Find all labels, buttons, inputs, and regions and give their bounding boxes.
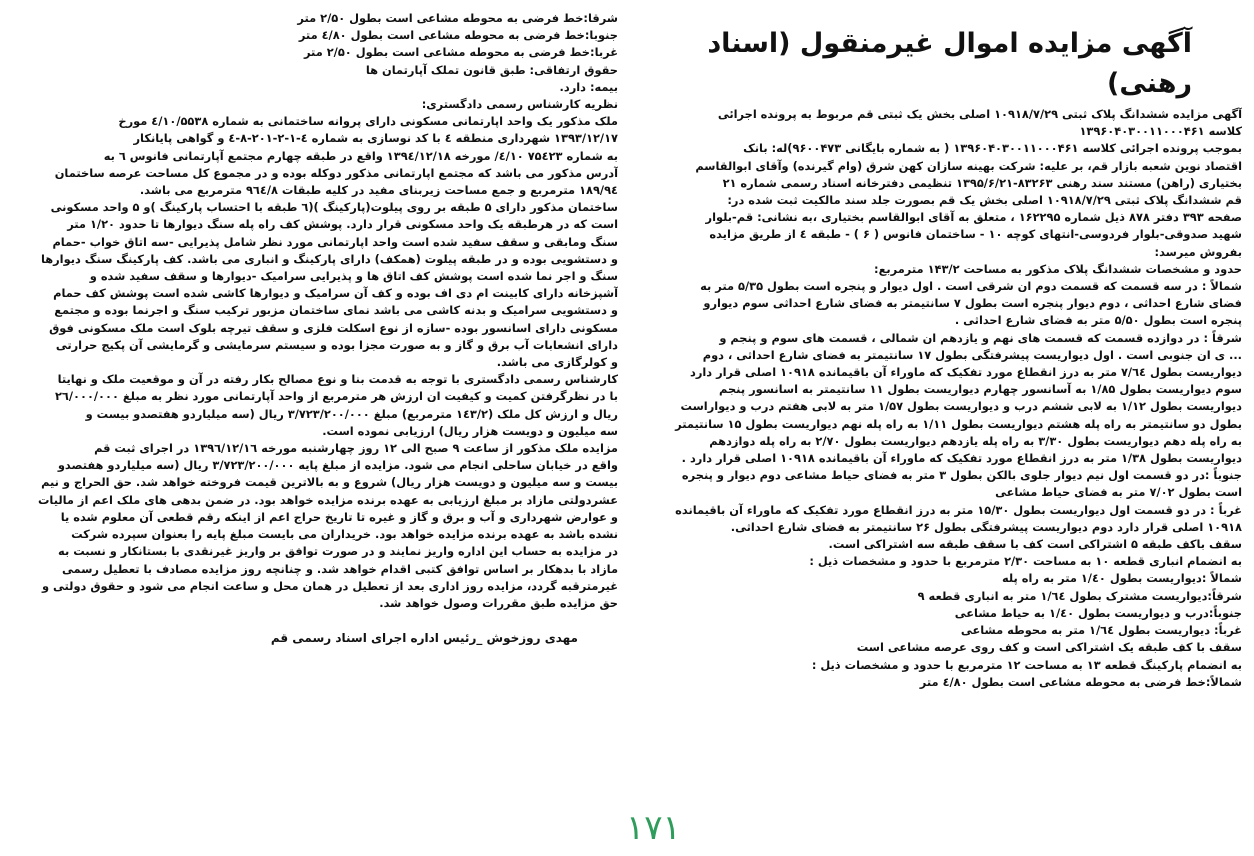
- text-line: غرباً: دیواریست بطول ۱/٦٤ متر به محوطه مشاعی: [960, 623, 1242, 638]
- text-line: بفروش میرسد:: [1154, 244, 1242, 259]
- text-line: در مزایده به حساب این اداره واریز نمایند و در صورت توافق بر واریز غیرنقدی با بستانکار و نسبت به: [58, 544, 618, 559]
- text-line: شرقاً : در دوازده قسمت که قسمت های نهم و یازدهم ان شمالی ، قسمت های سوم و پنجم و: [719, 330, 1242, 345]
- text-line: و کولرگازی می باشد.: [496, 355, 618, 370]
- text-line: بیست و سه میلیون و دویست هزار ریال) شروع و به بالاترین قیمت فروخته خواهد شد. حق الحراج و نیم: [41, 475, 618, 490]
- text-line: سقف با کف طبقه یک اشتراکی است و کف روی عرصه مشاعی است: [856, 640, 1242, 655]
- text-line: ساختمان مذکور دارای ۵ طبقه بر روی پیلوت(پارکینگ )(٦ طبقه با احتساب پارکینگ )و ۵ واحد مسکونی: [50, 200, 618, 215]
- text-line: ۱۸۹/۹٤ مترمربع و جمع مساحت زیربنای مفید در کلیه طبقات ۹٦٤/۸ مترمربع می باشد.: [139, 183, 618, 198]
- text-line: شرقا:خط فرضی به محوطه مشاعی است بطول ۲/۵۰ متر: [297, 11, 618, 25]
- text-line: صفحه ۳۹۳ دفتر ۸۷۸ ذیل شماره ۱۶۲۲۹۵ ، متعلق به آقای ابوالقاسم بختیاری ،به نشانی: قم-بلوار: [705, 210, 1242, 225]
- text-line: دارای انشعابات آب برق و گاز و به صورت مجزا بوده و سیستم سرمایشی و گرمایشی آن پکیج حرارتی: [55, 337, 618, 352]
- text-line: مزایده ملک مذکور از ساعت ۹ صبح الی ۱۲ روز چهارشنبه مورخه ۱۳۹٦/۱۲/۱٦ در اجرای ثبت قم: [94, 441, 618, 456]
- text-line: قم ششدانگ پلاک ثبتی ۱۰۹۱۸/۷/۲۹ اصلی بخش یک قم بصورت جلد سند مالکیت ثبت شده در:: [727, 193, 1242, 208]
- text-line: نشده باشد به عهده برنده مزایده خواهد بود. خریداران می بایست مبلغ پایه را بعنوان سپرده شرکت: [71, 527, 618, 542]
- text-line: دیواریست بطول ۱/۱۲ به لابی ششم درب و دیواریست بطول ۱/۵۷ متر به لابی هفتم درب و دیواراست: [680, 399, 1242, 414]
- text-line: کلاسه ۱۳۹۶۰۴۰۳۰۰۱۱۰۰۰۴۶۱: [1079, 124, 1242, 139]
- text-line: به انضمام پارکینگ قطعه ۱۳ به مساحت ۱۲ مترمربع با حدود و مشخصات ذیل :: [811, 657, 1242, 672]
- text-line: عشردولتی مازاد بر مبلغ ارزیابی به عهده برنده مزایده خواهد بود. در ضمن بدهی های ملک اعم از مالیات: [37, 492, 618, 507]
- text-line: شهید صدوقی-بلوار فردوسی-انتهای کوچه ۱۰ - ساختمان فانوس ( ۶ ) - طبقه ٤ از طریق مزایده: [709, 227, 1242, 242]
- text-line: غیرمترقبه گردد، مزایده روز اداری بعد از تعطیل در همان محل و ساعت انجام می شود و حقوق دولتی و: [41, 578, 618, 593]
- text-line: غرباً : در دو قسمت اول دیواریست بطول ۱۵/۳۰ متر به درز انقطاع مورد تفکیک که ماوراء آن باقیمانده: [675, 502, 1242, 517]
- text-line: ریال و ارزش کل ملک (۱٤۳/۲ مترمربع) مبلغ ۳/۷۲۳/۲۰۰/۰۰۰ ریال (سه میلیاردو هفتصدو بیست و: [85, 406, 618, 421]
- text-line: و دستشویی بوده و در طبقه پیلوت (همکف) دارای پارکینگ و انباری می باشد. کف پارکینگ سنگ دیوارها: [40, 251, 618, 266]
- text-line: سنگ و اجر نما شده است پوشش کف اتاق ها و پذیرایی سرامیک -دیوارها و سقف سفید شده و: [89, 269, 618, 284]
- text-line: دیواریست بطول ۱/۳۸ متر به درز انقطاع مورد تفکیک که ماوراء آن باقیمانده ۱۰۹۱۸ اصلی قرار دارد .: [681, 451, 1242, 466]
- text-line: است بطول ۷/۰۲ متر به فضای حیاط مشاعی: [995, 485, 1242, 500]
- text-line: ملک مذکور یک واحد اپارتمانی مسکونی دارای پروانه ساختمانی به شماره ٤/۱۰/۵۵۳۸ مورخ: [118, 114, 618, 129]
- right-column-text: [640, 106, 1242, 691]
- text-line: جنوباً :در دو قسمت اول نیم دیوار جلوی بالکن بطول ۳ متر به فضای حیاط مشاعی دوم دیوار و پنجره: [681, 468, 1242, 483]
- text-line: شرقاً:دیواریست مشترک بطول ۱/٦٤ متر به انباری قطعه ۹: [917, 588, 1242, 603]
- text-line: ۱۳۹۳/۱۲/۱۷ شهرداری منطقه ٤ با کد نوسازی به شماره ٤-۱-۲-۲۰۱-۸-٤ و گواهی پایانکار: [133, 131, 618, 146]
- text-line: مازاد با بدهکار بر اساس توافق کتبی اقدام خواهد شد. و چنانچه روز مزایده مصادف با تعطیل رسمی: [62, 561, 618, 576]
- text-line: جنوباً:درب و دیواریست بطول ۱/٤۰ به حیاط مشاعی: [954, 605, 1242, 620]
- text-line: با در نظرگرفتن کمیت و کیفیت ان ارزش هر مترمربع از واحد آپارتمانی مورد نظر به مبلغ ۲٦/۰۰۰/۰۰۰: [54, 389, 618, 404]
- text-line: و دستشویی سرامیک و بدنه کاشی می باشد نمای ساختمان مزبور ترکیب سنگ و اجرنما بوده و مجتمع: [54, 303, 618, 318]
- text-line: دیواریست بطول ۷/٦٤ متر به درز انقطاع مورد تفکیک که ماوراء آن باقیمانده ۱۰۹۱۸ اصلی قرار دارد: [689, 365, 1242, 380]
- text-line: بختیاری (راهن) مستند سند رهنی ۸۳۲۶۳-۱۳۹۵/۶/۲۱ تنظیمی دفترخانه اسناد رسمی شماره ۲۱: [722, 175, 1242, 190]
- text-line: به راه پله دهم دیواریست بطول ۳/۳۰ به راه پله یازدهم دیواریست بطول ۲/۷۰ به راه پله دوازدهم: [709, 433, 1242, 448]
- text-line: واقع در خیابان ساحلی انجام می شود. مزایده از مبلغ پایه ۳/۷۲۳/۲۰۰/۰۰۰ ریال (سه میلیاردو هفتصدو: [57, 458, 618, 473]
- right-column: [640, 10, 1242, 848]
- text-line: بیمه: دارد.: [559, 79, 618, 94]
- text-line: حقوق ارتفاقی: طبق قانون تملک آپارتمان ها: [365, 62, 618, 77]
- text-line: شمالاً : در سه قسمت که قسمت دوم ان شرقی است . اول دیوار و پنجره است بطول ۵/۳۵ متر به: [700, 279, 1242, 294]
- text-line: است که در هرطبقه یک واحد مسکونی قرار دارد. پوشش کف راه پله سنگ دیوارها تا حدود ۱/۲۰ متر: [67, 217, 618, 232]
- text-line: اقتصاد نوین شعبه بازار قم، بر علیه: شرکت بهینه سازان کهن شرق (وام گیرنده) وآقای ابوالقاسم: [695, 158, 1242, 173]
- text-line: ... ی ان جنوبی است . اول دیواریست پیشرفتگی بطول ۱۷ سانتیمتر به فضای شارع احداثی ، دوم: [702, 347, 1242, 362]
- handwritten-page-number: ۱۷۱: [626, 808, 681, 848]
- notice-title: آگهی مزایده اموال غیرمنقول (اسناد رهنی): [707, 28, 1192, 99]
- text-line: فضای شارع احداثی ، دوم دیوار پنجره است بطول ۷ سانتیمتر به فضای شارع احداثی سوم دیوارو: [703, 296, 1242, 311]
- text-line: آگهی مزایده ششدانگ پلاک ثبتی ۱۰۹۱۸/۷/۲۹ اصلی بخش یک ثبتی قم مربوط به پرونده اجرائی: [717, 107, 1242, 121]
- text-line: پنجره است بطول ۵/۵۰ متر به فضای شارع احداثی .: [954, 313, 1242, 328]
- text-line: به شماره ۷۵٤۲۳ ٤/۱۰/ مورخه ۱۳۹٤/۱۲/۱۸ واقع در طبقه چهارم مجتمع آپارتمانی فانوس ٦ به: [103, 148, 618, 163]
- text-line: مسکونی دارای اسانسور بوده -سازه از نوع اسکلت فلزی و سقف تیرچه بلوک است ملک مسکونی فوق: [49, 320, 618, 335]
- text-line: غربا:خط فرضی به محوطه مشاعی است بطول ۲/۵۰ متر: [303, 45, 618, 60]
- text-line: سنگ ومابقی و سقف سفید شده است واحد اپارتمانی مورد نظر شامل پذیرایی -سه اتاق خواب -حمام: [52, 234, 618, 249]
- text-line: و عوارض شهرداری و آب و برق و گاز و غیره تا تاریخ حراج اعم از اینکه رقم قطعی آن معلوم شده یا: [60, 509, 618, 524]
- text-line: حدود و مشخصات ششدانگ پلاک مذکور به مساحت ۱۴۳/۲ مترمربع:: [874, 261, 1242, 276]
- text-line: بموجب پرونده اجرائی کلاسه ۱۳۹۶۰۴۰۳۰۰۱۱۰۰۰۴۶۱ ( به شماره بایگانی ۹۶۰۰۴۷۳)له: بانک: [743, 141, 1242, 156]
- text-line: بطول دو سانتیمتر به راه پله هشتم دیواریست بطول ۱/۱۱ به راه پله نهم دیواریست بطول ۱۵ سانتیمتر: [675, 416, 1242, 431]
- text-line: آدرس مذکور می باشد که مجتمع اپارتمانی مذکور دوکله بوده و در مجموع کل مساحت عرصه ساختمان: [54, 165, 618, 180]
- text-line: حق مزایده طبق مقررات وصول خواهد شد.: [379, 595, 618, 610]
- notice-page: [14, 10, 1242, 848]
- text-line: ۱۰۹۱۸ اصلی قرار دارد دوم دیواریست پیشرفتگی بطول ۲۶ سانتیمتر به فضای شارع احداثی.: [730, 519, 1242, 534]
- text-line: سقف باکف طبقه ۵ اشتراکی است کف با سقف طبقه سه اشتراکی است.: [828, 537, 1242, 552]
- text-line: سه میلیون و دویست هزار ریال) ارزیابی نموده است.: [322, 423, 618, 438]
- text-line: نظریه کارشناس رسمی دادگستری:: [421, 97, 618, 112]
- left-column-text: [14, 10, 618, 612]
- text-line: آشپزخانه دارای کابینت ام دی اف بوده و کف آن سرامیک و دیوارها کاشی شده است پوشش کف حمام: [53, 286, 618, 301]
- text-line: کارشناس رسمی دادگستری با توجه به قدمت بنا و نوع مصالح بکار رفته در آن و موقعیت ملک و نهایتا: [57, 372, 618, 387]
- left-column: [14, 10, 618, 848]
- text-line: به انضمام انباری قطعه ۱۰ به مساحت ۲/۳۰ مترمربع با حدود و مشخصات ذیل :: [809, 554, 1242, 569]
- text-line: سوم دیواریست بطول ۱/۸۵ به آسانسور چهارم دیواریست بطول ۱۱ سانتیمتر به اسانسور پنجم: [719, 382, 1242, 397]
- text-line: شمالاً :دیواریست بطول ۱/٤۰ متر به راه پله: [1002, 571, 1242, 586]
- text-line: شمالاً:خط فرضی به محوطه مشاعی است بطول ٤/۸۰ متر: [919, 674, 1242, 689]
- signature: مهدی روزخوش _رئیس اداره اجرای اسناد رسمی قم: [270, 631, 578, 646]
- text-line: جنوبا:خط فرضی به محوطه مشاعی است بطول ٤/۸۰ متر: [298, 28, 618, 43]
